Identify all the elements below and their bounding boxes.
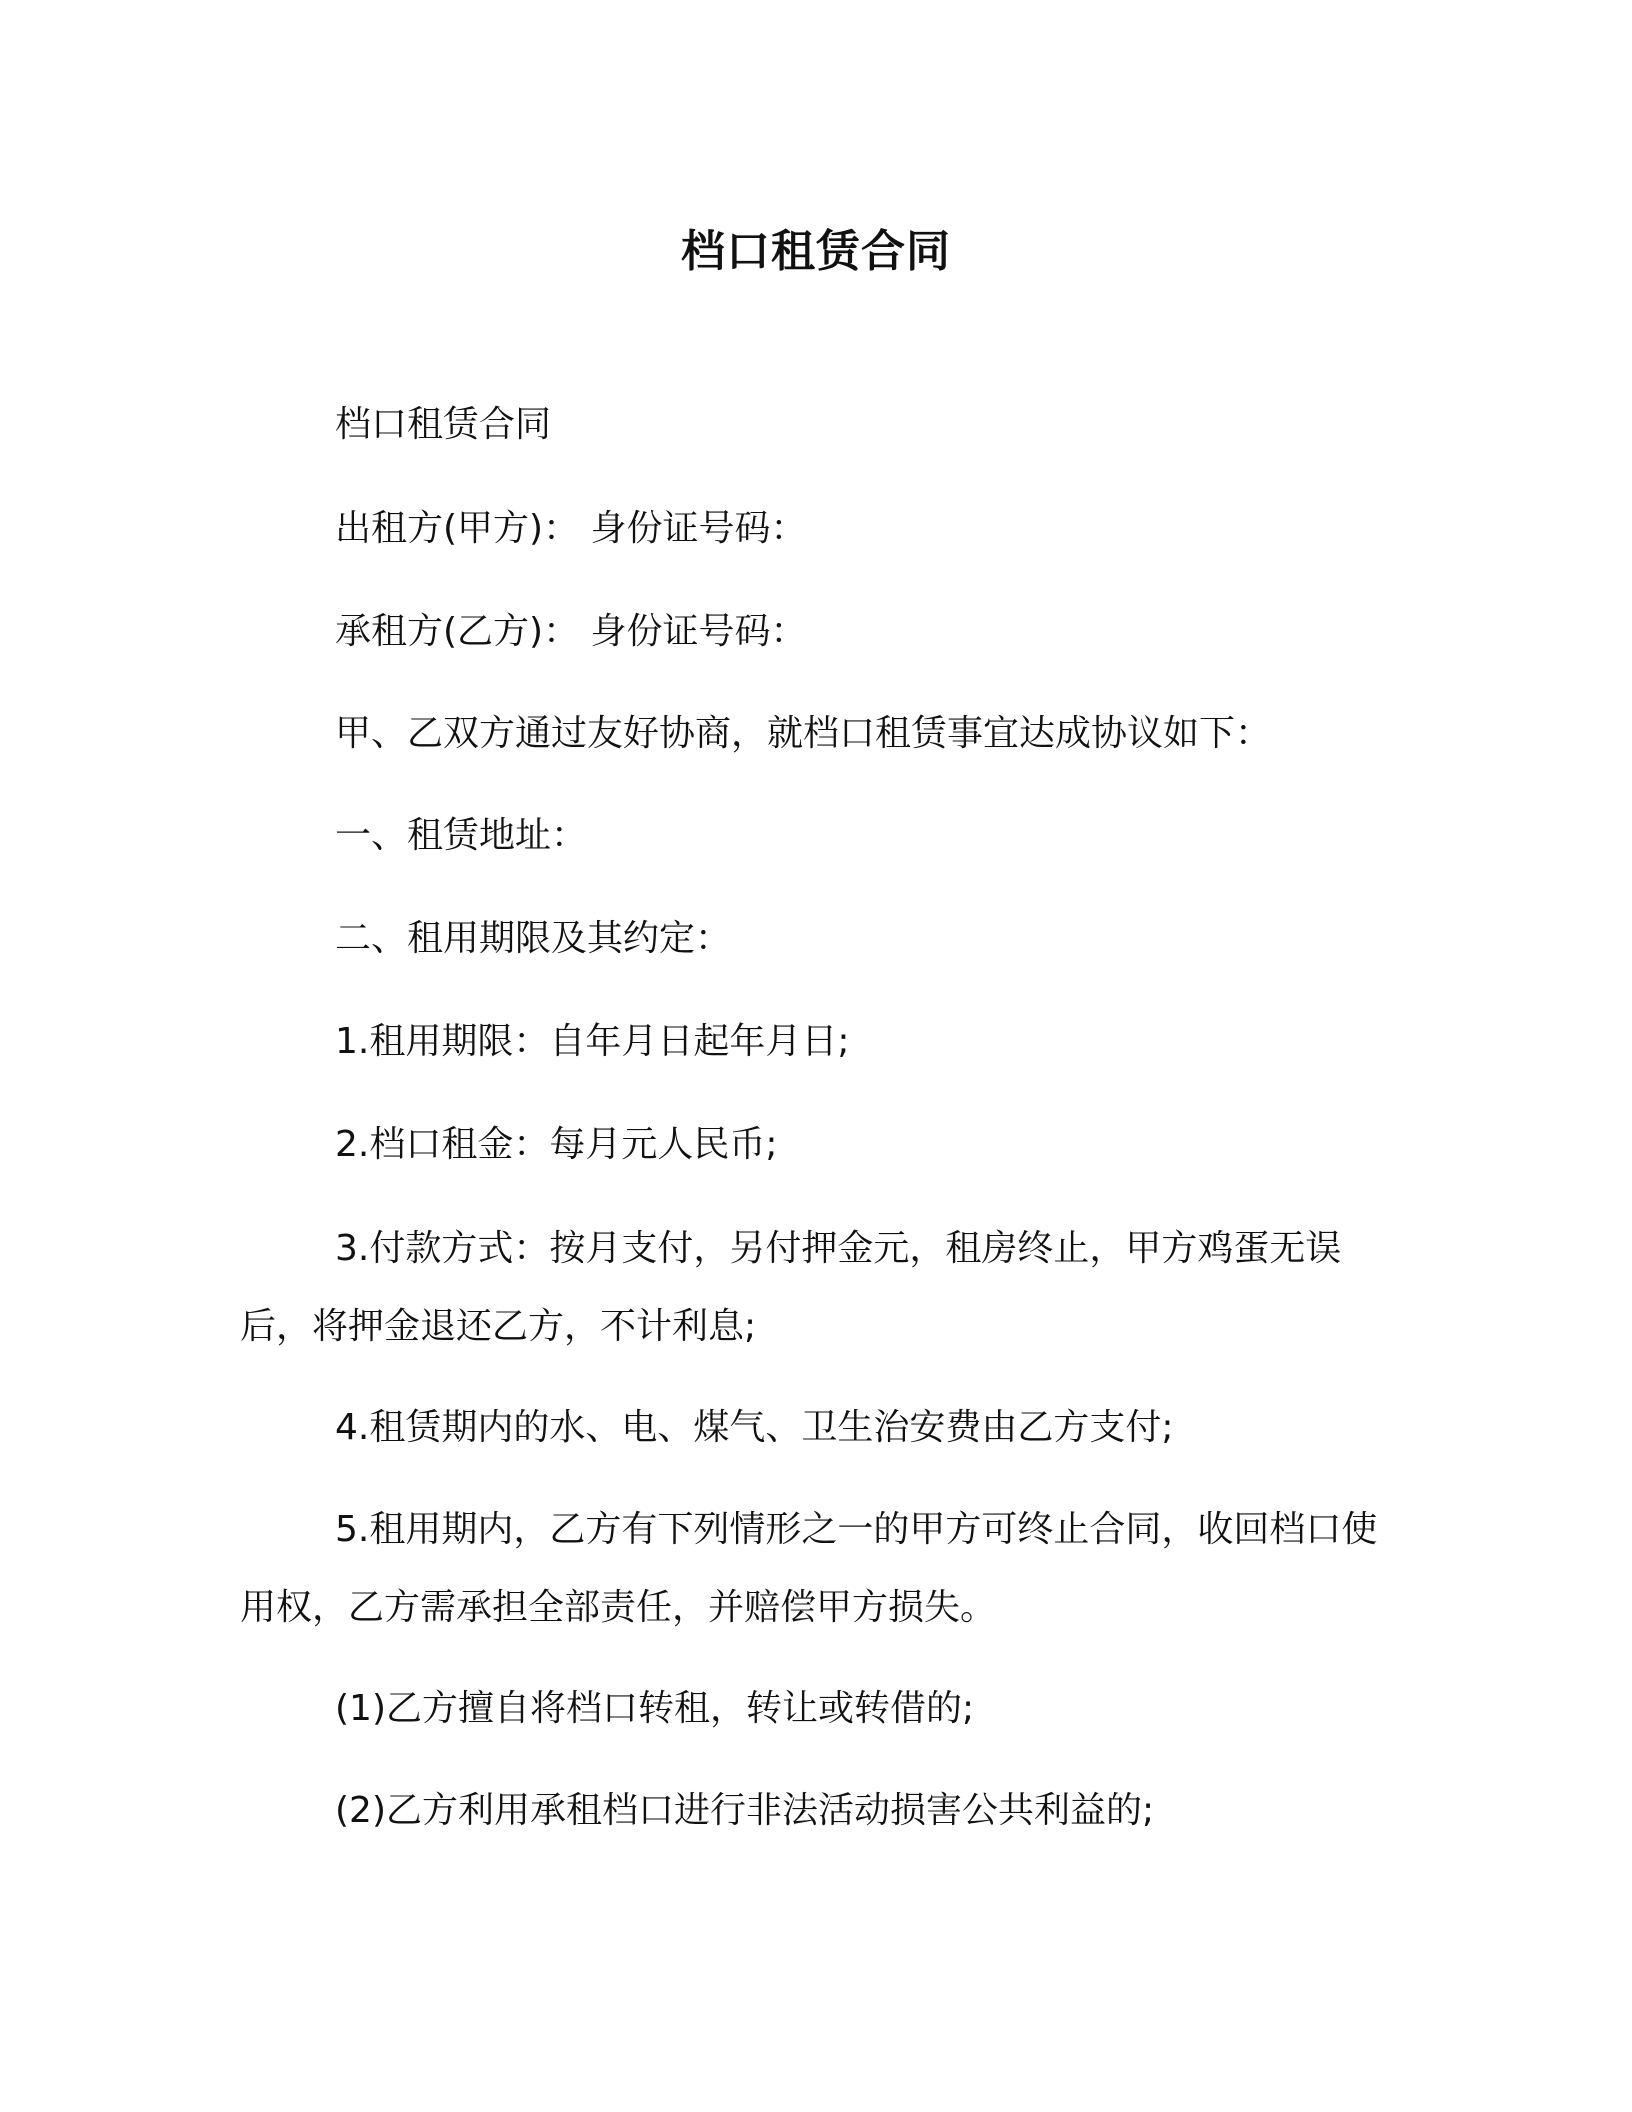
paragraph-condition-1: (1)乙方擅自将档口转租，转让或转借的; (335, 1688, 975, 1729)
paragraph-lessee: 承租方(乙方)： 身份证号码： (335, 611, 807, 652)
paragraph-rent: 2.档口租金：每月元人民币; (335, 1124, 778, 1165)
paragraph-heading: 档口租赁合同 (335, 404, 552, 445)
paragraph-section-2: 二、租用期限及其约定： (335, 918, 732, 959)
paragraph-payment: 3.付款方式：按月支付，另付押金元，租房终止，甲方鸡蛋无误后，将押金退还乙方，不计利息; (240, 1228, 1342, 1347)
document-title: 档口租赁合同 (681, 226, 951, 277)
paragraph-termination: 5.租用期内，乙方有下列情形之一的甲方可终止合同，收回档口使用权，乙方需承担全部责任，并赔偿甲方损失。 (240, 1509, 1378, 1628)
paragraph-term: 1.租用期限：自年月日起年月日; (335, 1021, 850, 1062)
paragraph-agreement-intro: 甲、乙双方通过友好协商，就档口租赁事宜达成协议如下： (335, 713, 1272, 754)
paragraph-utilities: 4.租赁期内的水、电、煤气、卫生治安费由乙方支付; (335, 1407, 1174, 1448)
paragraph-lessor: 出租方(甲方)： 身份证号码： (335, 508, 807, 549)
paragraph-condition-2: (2)乙方利用承租档口进行非法活动损害公共利益的; (335, 1790, 1155, 1831)
paragraph-section-1: 一、租赁地址： (335, 815, 588, 856)
